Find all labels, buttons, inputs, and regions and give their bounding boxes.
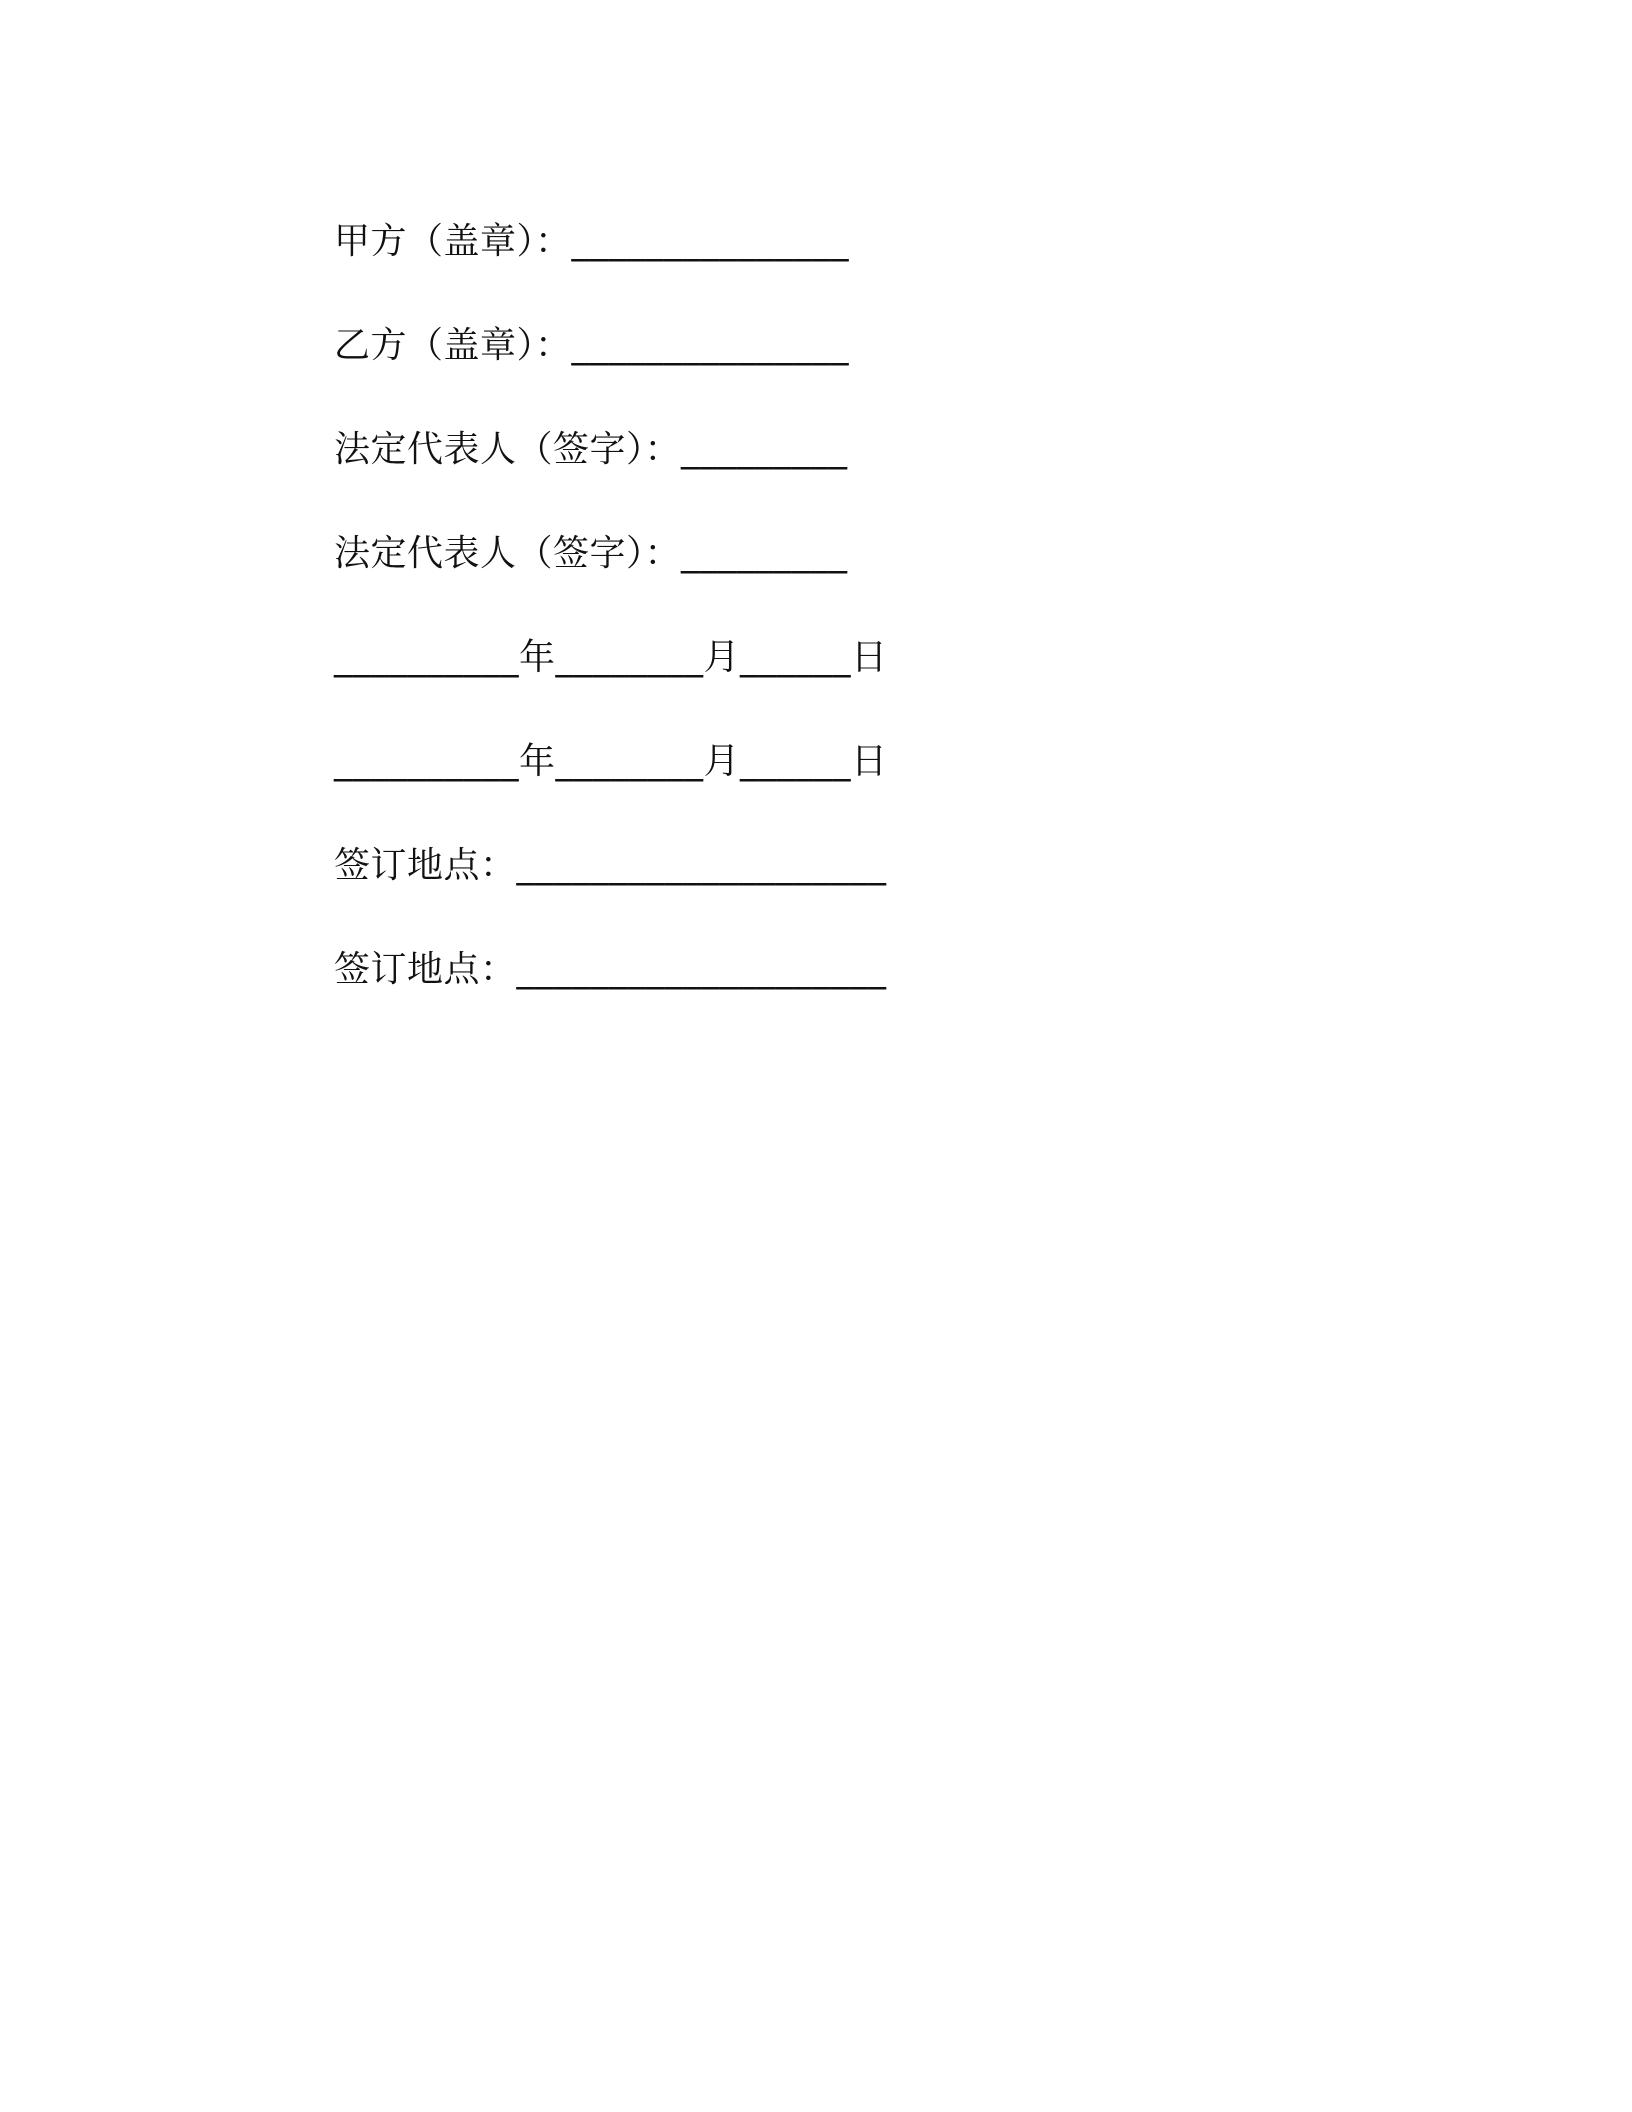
date-line-a <box>334 606 888 710</box>
day-blank: ______ <box>740 637 852 678</box>
day-blank: ______ <box>740 741 852 782</box>
party-a-seal-line <box>334 190 888 294</box>
party-b-seal-line <box>334 294 888 398</box>
year-label: 年 <box>519 741 556 782</box>
signing-place-b-line <box>334 918 888 1022</box>
date-line-b <box>334 710 888 814</box>
legal-representative-a-line <box>334 398 888 502</box>
signature-block <box>334 190 888 1022</box>
legal-representative-a-text: 法定代表人（签字）：_________ <box>334 429 848 470</box>
signing-place-a-text: 签订地点：____________________ <box>334 845 887 886</box>
legal-representative-b-line <box>334 502 888 606</box>
day-label: 日 <box>851 741 888 782</box>
month-blank: ________ <box>555 637 704 678</box>
month-label: 月 <box>703 637 741 678</box>
legal-representative-b-text: 法定代表人（签字）：_________ <box>334 533 848 574</box>
month-label: 月 <box>703 741 741 782</box>
year-blank: __________ <box>334 741 519 782</box>
signing-place-a-line <box>334 814 888 918</box>
year-label: 年 <box>519 637 556 678</box>
party-b-seal-text: 乙方（盖章）：_______________ <box>334 325 850 366</box>
day-label: 日 <box>851 637 888 678</box>
party-a-seal-text: 甲方（盖章）：_______________ <box>334 221 850 262</box>
year-blank: __________ <box>334 637 519 678</box>
signing-place-b-text: 签订地点：____________________ <box>334 949 887 990</box>
month-blank: ________ <box>555 741 704 782</box>
